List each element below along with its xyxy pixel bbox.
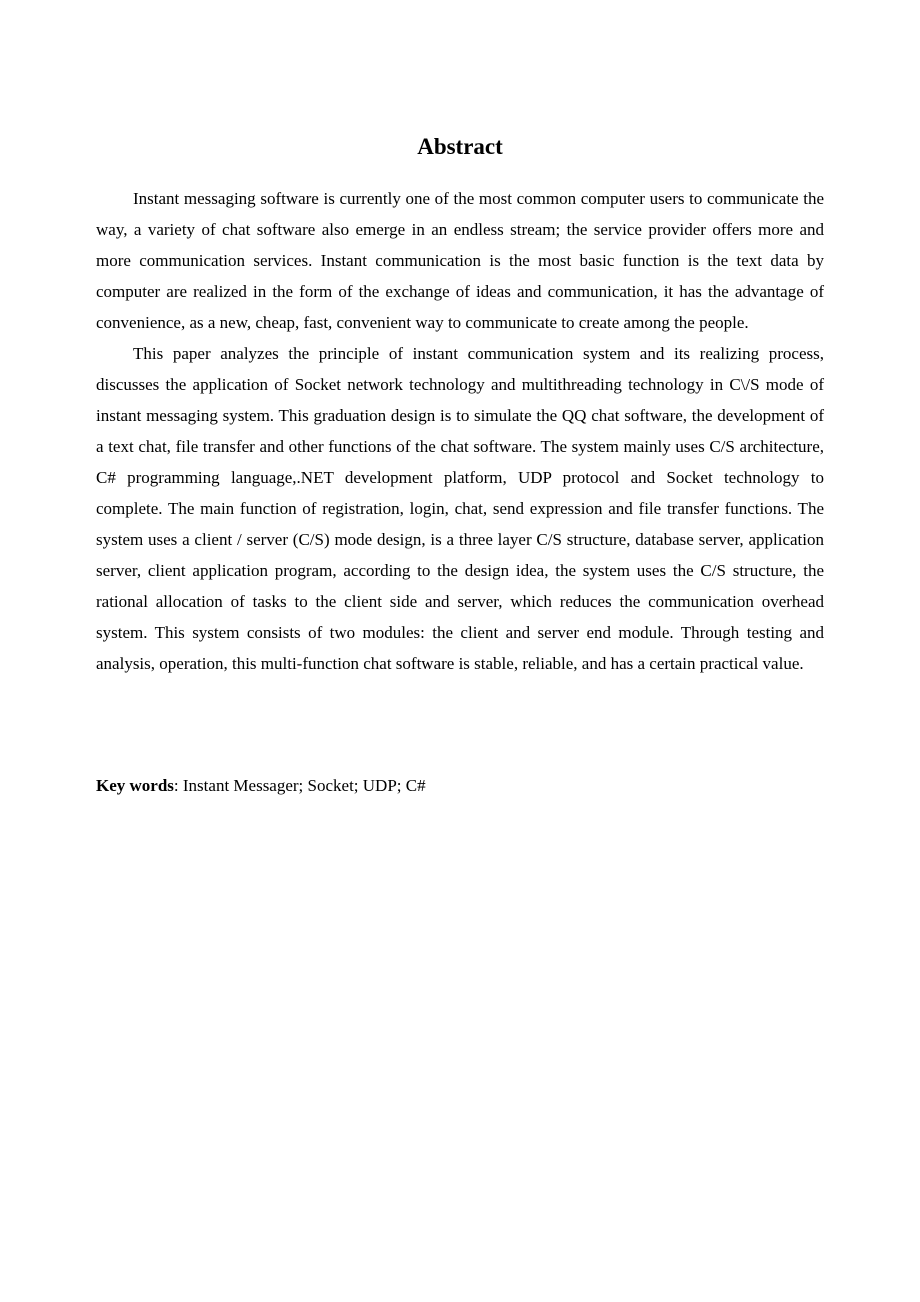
keywords-line: [96, 770, 824, 801]
abstract-body: [96, 183, 824, 679]
page-title: Abstract: [417, 134, 503, 159]
abstract-paragraph-1: Instant messaging software is currently one of the most common computer users to communicate the way, a variety of chat software also emerge in an endless stream; the service provider offers more and more communication services. Instant communication is the most basic function is the text data by computer are realized in the form of the exchange of ideas and communication, it has the advantage of convenience, as a new, cheap, fast, convenient way to communicate to create among the people.: [96, 189, 824, 332]
abstract-paragraph-2: This paper analyzes the principle of instant communication system and its realizing process, discusses the application of Socket network technology and multithreading technology in C\/S mode of instant messaging system. This graduation design is to simulate the QQ chat software, the development of a text chat, file transfer and other functions of the chat software. The system mainly uses C/S architecture, C# programming language,.NET development platform, UDP protocol and Socket technology to complete. The main function of registration, login, chat, send expression and file transfer functions. The system uses a client / server (C/S) mode design, is a three layer C/S structure, database server, application server, client application program, according to the design idea, the system uses the C/S structure, the rational allocation of tasks to the client side and server, which reduces the communication overhead system. This system consists of two modules: the client and server end module. Through testing and analysis, operation, this multi-function chat software is stable, reliable, and has a certain practical value.: [96, 344, 824, 673]
keywords-list: : Instant Messager; Socket; UDP; C#: [173, 776, 426, 795]
keywords-label: Key words: [96, 776, 174, 795]
